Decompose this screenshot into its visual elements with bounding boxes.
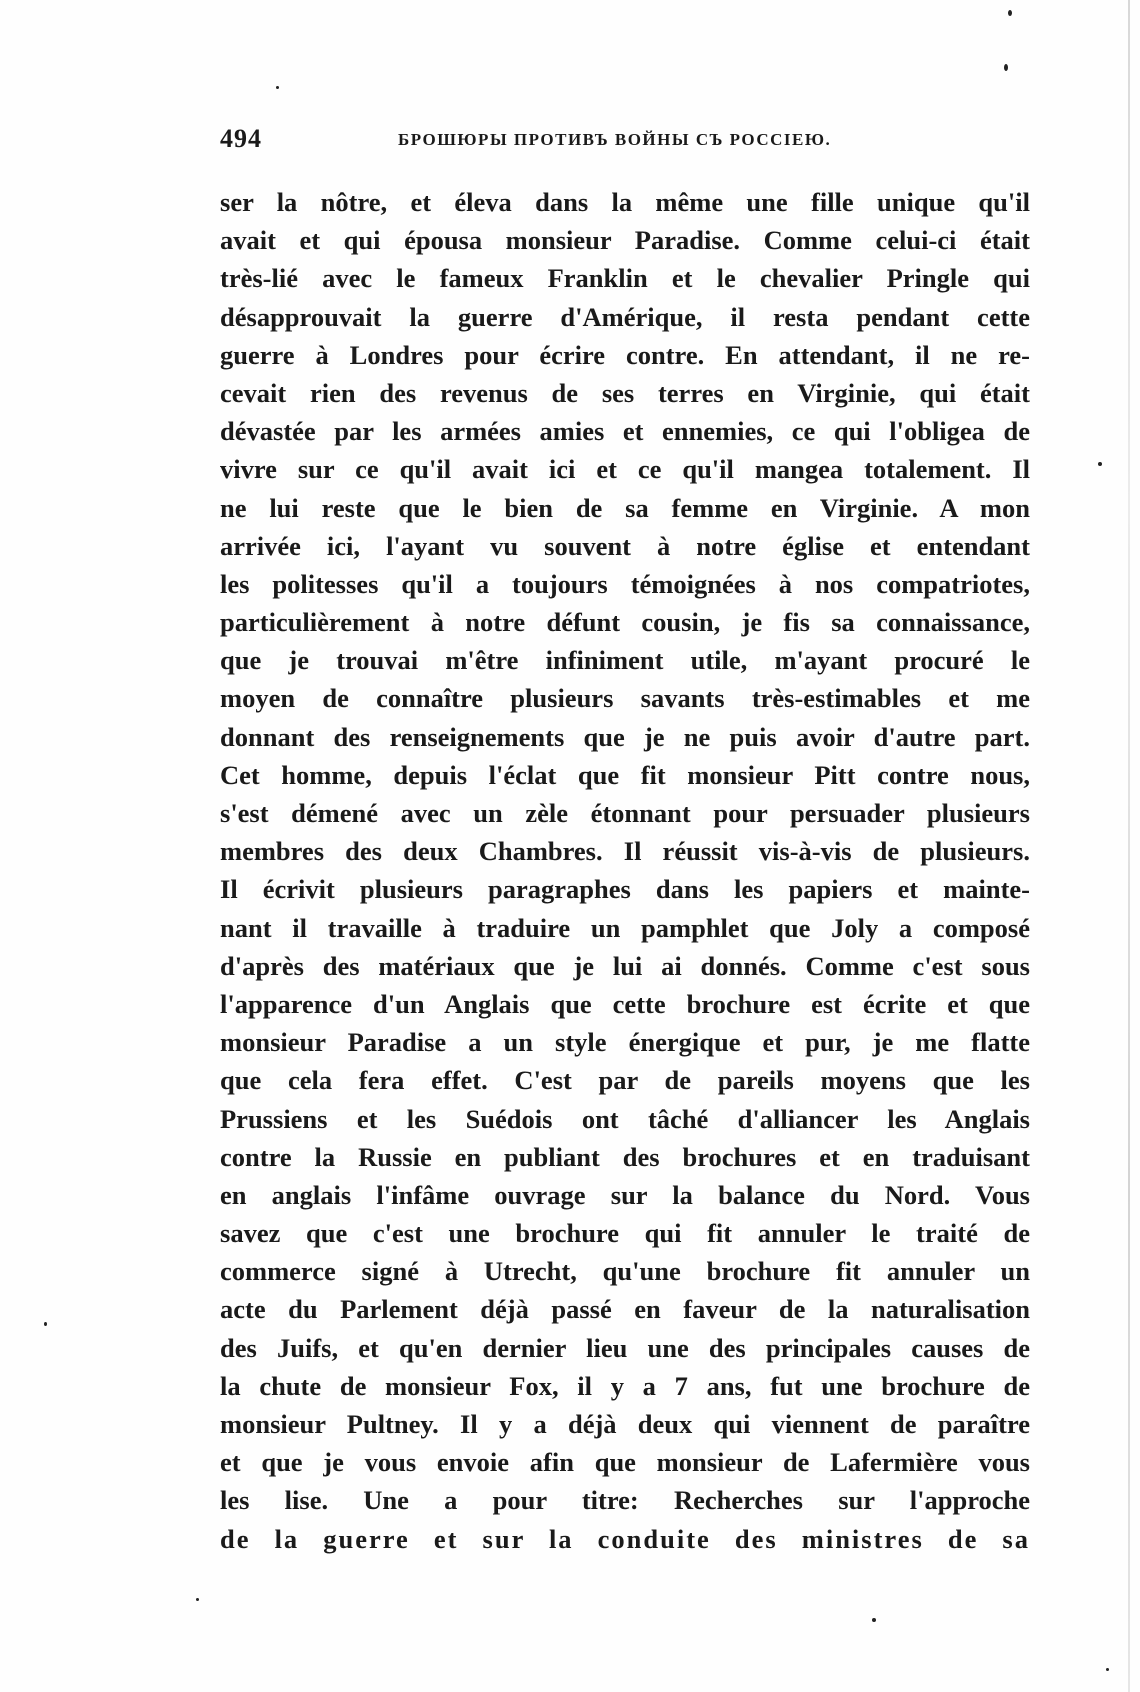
text-line: d'après des matériaux que je lui ai donnés. Comme c'est sous — [220, 950, 1030, 981]
print-speck — [276, 86, 279, 89]
text-line: avait et qui épousa monsieur Paradise. Comme celui-ci était — [220, 225, 1030, 256]
text-line: s'est démené avec un zèle étonnant pour persuader plusieurs — [220, 798, 1030, 828]
text-line: vivre sur ce qu'il avait ici et ce qu'il mangea totalement. Il — [220, 454, 1030, 485]
print-speck — [872, 1618, 876, 1622]
print-speck — [1098, 462, 1102, 466]
text-line: des Juifs, et qu'en dernier lieu une des principales causes de — [220, 1332, 1030, 1363]
text-line: donnant des renseignements que je ne puis avoir d'autre part. — [220, 721, 1030, 752]
print-speck — [1004, 64, 1008, 71]
text-line: commerce signé à Utrecht, qu'une brochure fit annuler un — [220, 1256, 1030, 1287]
print-speck — [196, 1598, 199, 1601]
text-line: et que je vous envoie afin que monsieur de Lafermière vous — [220, 1447, 1030, 1478]
page-number: 494 — [220, 124, 262, 153]
text-line: dévastée par les armées amies et ennemies, ce qui l'obligea de — [220, 416, 1030, 447]
text-line: ser la nôtre, et éleva dans la même une fille unique qu'il — [220, 187, 1030, 217]
text-line: l'apparence d'un Anglais que cette brochure est écrite et que — [220, 988, 1030, 1019]
text-line: Cet homme, depuis l'éclat que fit monsieur Pitt contre nous, — [220, 759, 1030, 790]
text-line: très-lié avec le fameux Franklin et le chevalier Pringle qui — [220, 263, 1030, 294]
text-line: arrivée ici, l'ayant vu souvent à notre église et entendant — [220, 530, 1030, 561]
text-line: monsieur Paradise a un style énergique et pur, je me flatte — [220, 1027, 1030, 1058]
text-line: membres des deux Chambres. Il réussit vis-à-vis de plusieurs. — [220, 836, 1030, 867]
running-header — [220, 124, 1040, 154]
text-line: la chute de monsieur Fox, il y a 7 ans, fut une brochure de — [220, 1370, 1030, 1401]
text-line: les politesses qu'il a toujours témoignées à nos compatriotes, — [220, 568, 1030, 599]
text-line: désapprouvait la guerre d'Amérique, il resta pendant cette — [220, 301, 1030, 332]
page-edge-shadow — [1128, 0, 1130, 1692]
text-line: acte du Parlement déjà passé en faveur de la naturalisation — [220, 1294, 1030, 1325]
text-line: moyen de connaître plusieurs savants très-estimables et me — [220, 683, 1030, 714]
body-text — [220, 183, 1030, 1558]
print-speck — [44, 1322, 47, 1326]
text-line: que je trouvai m'être infiniment utile, m'ayant procuré le — [220, 645, 1030, 676]
print-speck — [1008, 10, 1012, 16]
text-line: en anglais l'infâme ouvrage sur la balance du Nord. Vous — [220, 1179, 1030, 1210]
text-line: de la guerre et sur la conduite des ministres de sa — [220, 1523, 1030, 1554]
text-line: monsieur Pultney. Il y a déjà deux qui viennent de paraître — [220, 1409, 1030, 1439]
text-line: les lise. Une a pour titre: Recherches sur l'approche — [220, 1485, 1030, 1516]
text-line: nant il travaille à traduire un pamphlet que Joly a composé — [220, 912, 1030, 943]
text-line: cevait rien des revenus de ses terres en Virginie, qui était — [220, 377, 1030, 408]
text-line: savez que c'est une brochure qui fit annuler le traité de — [220, 1218, 1030, 1249]
text-line: que cela fera effet. C'est par de pareils moyens que les — [220, 1065, 1030, 1096]
print-speck — [1106, 1668, 1109, 1671]
text-line: Il écrivit plusieurs paragraphes dans les papiers et mainte- — [220, 874, 1030, 905]
text-line: contre la Russie en publiant des brochures et en traduisant — [220, 1141, 1030, 1172]
text-line: guerre à Londres pour écrire contre. En attendant, il ne re- — [220, 339, 1030, 370]
text-line: ne lui reste que le bien de sa femme en Virginie. A mon — [220, 492, 1030, 523]
text-line: particulièrement à notre défunt cousin, je fis sa connaissance, — [220, 607, 1030, 638]
running-title: БРОШЮРЫ ПРОТИВЪ ВОЙНЫ СЪ РОССІЕЮ. — [398, 130, 832, 149]
text-line: Prussiens et les Suédois ont tâché d'alliancer les Anglais — [220, 1103, 1030, 1134]
